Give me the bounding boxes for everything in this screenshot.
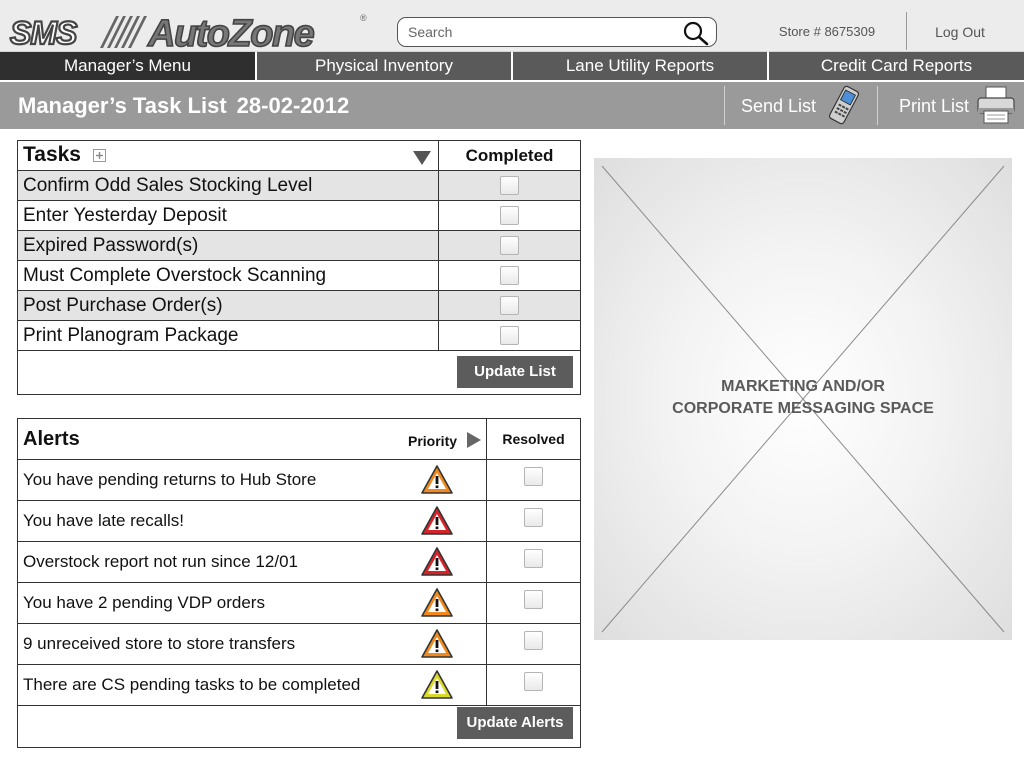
task-row [18, 321, 580, 351]
marketing-text [594, 376, 1012, 420]
task-label: Post Purchase Order(s) [23, 295, 223, 316]
task-completed-checkbox[interactable] [500, 266, 519, 285]
alert-label: Overstock report not run since 12/01 [23, 552, 298, 571]
send-list-label: Send List [741, 96, 817, 116]
title-bar [0, 82, 1024, 129]
alert-row [18, 460, 580, 501]
mobile-phone-icon [822, 84, 866, 126]
task-completed-checkbox[interactable] [500, 176, 519, 195]
warning-orange-icon [420, 464, 454, 496]
task-completed-checkbox[interactable] [500, 296, 519, 315]
main-nav [0, 52, 1024, 80]
update-alerts-button[interactable]: Update Alerts [457, 707, 573, 739]
tasks-title: Tasks [23, 143, 81, 166]
alert-label: You have late recalls! [23, 511, 184, 530]
marketing-line-1: MARKETING AND/OR [721, 378, 885, 395]
task-row [18, 171, 580, 201]
task-completed-checkbox[interactable] [500, 236, 519, 255]
task-label: Print Planogram Package [23, 325, 239, 346]
update-list-button[interactable]: Update List [457, 356, 573, 388]
alert-resolved-cell [486, 583, 580, 623]
task-completed-cell [438, 321, 580, 350]
search-input[interactable] [408, 22, 678, 42]
warning-orange-icon [420, 587, 454, 619]
titlebar-divider [877, 86, 878, 125]
alert-label: You have pending returns to Hub Store [23, 470, 317, 489]
print-list-label: Print List [899, 96, 970, 116]
task-completed-cell [438, 201, 580, 230]
alert-label: You have 2 pending VDP orders [23, 593, 265, 612]
alert-resolved-cell [486, 665, 580, 705]
task-label: Confirm Odd Sales Stocking Level [23, 175, 313, 196]
svg-text:AutoZone: AutoZone [148, 13, 314, 50]
page-date: 28-02-2012 [236, 93, 350, 118]
page-title-text: Manager’s Task List [18, 93, 227, 118]
alert-label: 9 unreceived store to store transfers [23, 634, 296, 653]
alert-resolved-cell [486, 624, 580, 664]
top-header [0, 0, 1024, 52]
warning-red-icon [420, 546, 454, 578]
alert-resolved-checkbox[interactable] [524, 672, 543, 691]
task-completed-checkbox[interactable] [500, 206, 519, 225]
alert-resolved-checkbox[interactable] [524, 549, 543, 568]
alert-label: There are CS pending tasks to be completed [23, 675, 361, 694]
titlebar-divider [724, 86, 725, 125]
warning-yellow-icon [420, 669, 454, 701]
search-box [397, 17, 717, 47]
alert-resolved-cell [486, 542, 580, 582]
alert-row [18, 542, 580, 583]
autozone-logo[interactable] [6, 12, 370, 50]
alerts-header [18, 419, 580, 460]
svg-text:®: ® [360, 13, 367, 23]
nav-managers-menu[interactable]: Manager’s Menu [0, 52, 257, 80]
task-completed-checkbox[interactable] [500, 326, 519, 345]
task-label: Must Complete Overstock Scanning [23, 265, 327, 286]
alert-resolved-cell [486, 501, 580, 541]
nav-physical-inventory[interactable]: Physical Inventory [257, 52, 513, 80]
task-row [18, 261, 580, 291]
alert-resolved-checkbox[interactable] [524, 631, 543, 650]
alert-resolved-checkbox[interactable] [524, 508, 543, 527]
alert-resolved-checkbox[interactable] [524, 590, 543, 609]
warning-red-icon [420, 505, 454, 537]
sort-right-icon[interactable] [467, 432, 481, 448]
task-completed-cell [438, 231, 580, 260]
logout-link[interactable]: Log Out [935, 24, 985, 40]
send-list-button[interactable] [728, 82, 872, 129]
nav-credit-card-reports[interactable]: Credit Card Reports [769, 52, 1024, 80]
nav-lane-utility-reports[interactable]: Lane Utility Reports [513, 52, 769, 80]
alert-resolved-checkbox[interactable] [524, 467, 543, 486]
add-task-icon[interactable] [93, 149, 106, 162]
svg-text:SMS: SMS [10, 15, 77, 50]
tasks-panel [17, 140, 581, 395]
task-completed-cell [438, 261, 580, 290]
tasks-header [18, 141, 580, 171]
search-icon[interactable] [682, 20, 710, 46]
priority-header[interactable]: Priority [408, 433, 458, 449]
task-row [18, 231, 580, 261]
completed-header: Completed [438, 141, 580, 170]
page-title [18, 93, 349, 119]
alert-row [18, 624, 580, 665]
warning-orange-icon [420, 628, 454, 660]
alert-resolved-cell [486, 460, 580, 500]
alert-row [18, 501, 580, 542]
header-divider [906, 12, 907, 50]
printer-icon [975, 85, 1019, 125]
resolved-header: Resolved [486, 419, 580, 459]
alert-row [18, 665, 580, 706]
task-completed-cell [438, 171, 580, 200]
task-label: Expired Password(s) [23, 235, 199, 256]
marketing-placeholder [594, 158, 1012, 640]
alerts-title: Alerts [23, 428, 80, 450]
marketing-line-2: CORPORATE MESSAGING SPACE [672, 400, 934, 417]
store-number: Store # 8675309 [778, 24, 876, 39]
sort-down-icon[interactable] [413, 151, 431, 165]
alert-row [18, 583, 580, 624]
task-completed-cell [438, 291, 580, 320]
task-row [18, 201, 580, 231]
alerts-panel [17, 418, 581, 748]
print-list-button[interactable] [881, 82, 1024, 129]
task-label: Enter Yesterday Deposit [23, 205, 227, 226]
task-row [18, 291, 580, 321]
